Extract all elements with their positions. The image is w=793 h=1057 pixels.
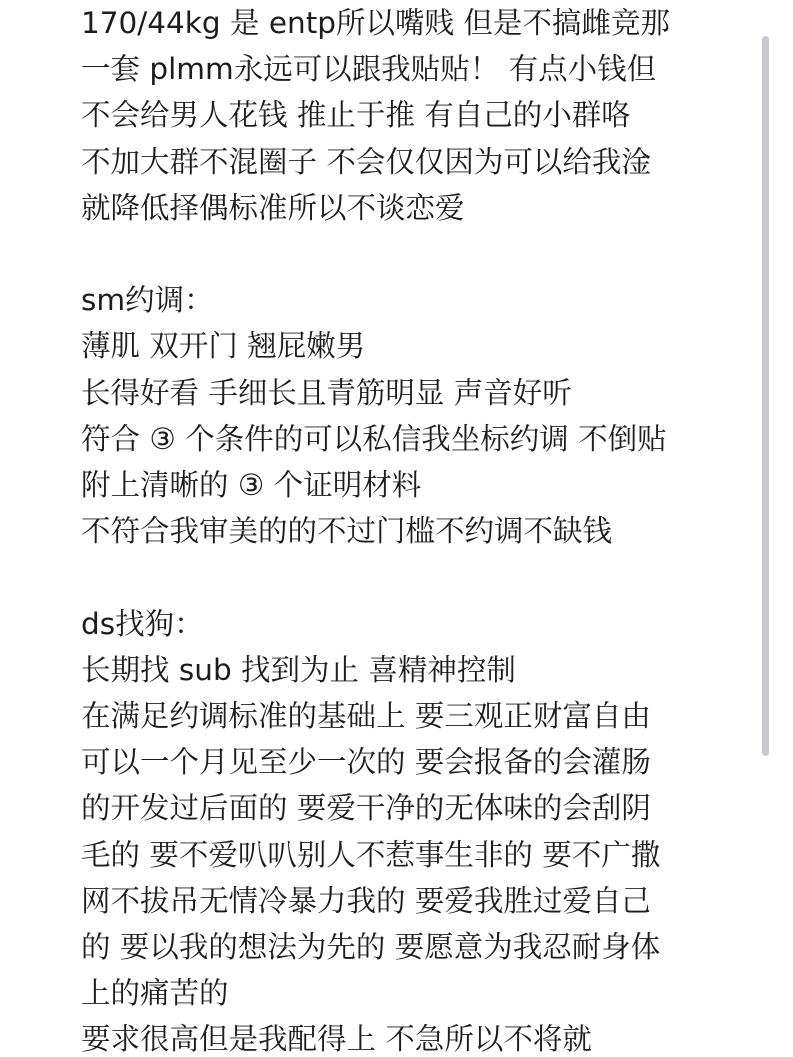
note-line: 不会给男人花钱 推止于推 有自己的小群咯 xyxy=(81,98,631,133)
note-line: 符合 ③ 个条件的可以私信我坐标约调 不倒贴 xyxy=(81,421,667,456)
scrollbar-thumb[interactable] xyxy=(762,36,769,756)
note-line xyxy=(81,554,761,600)
note-line: 就降低择偶标准所以不谈恋爱 xyxy=(81,190,465,225)
note-line: 上的痛苦的 xyxy=(81,976,229,1011)
note-line: 的 要以我的想法为先的 要愿意为我忍耐身体 xyxy=(81,930,661,965)
note-line: 一套 plmm永远可以跟我贴贴！ 有点小钱但 xyxy=(81,52,657,87)
note-line: 的开发过后面的 要爱干净的无体味的会刮阴 xyxy=(81,791,651,826)
note-text-body[interactable] xyxy=(81,0,761,1057)
note-line: 要求很高但是我配得上 不急所以不将就 xyxy=(81,1022,592,1057)
note-line: 薄肌 双开门 翘屁嫩男 xyxy=(81,329,366,364)
note-line: sm约调： xyxy=(81,283,214,318)
note-line: 网不拔吊无情冷暴力我的 要爱我胜过爱自己 xyxy=(81,883,651,918)
note-line: 长得好看 手细长且青筋明显 声音好听 xyxy=(81,375,572,410)
note-line: 可以一个月见至少一次的 要会报备的会灌肠 xyxy=(81,745,651,780)
note-line: 不加大群不混圈子 不会仅仅因为可以给我淦 xyxy=(81,144,651,179)
note-line: 在满足约调标准的基础上 要三观正财富自由 xyxy=(81,699,651,734)
note-line: ds找狗： xyxy=(81,606,204,641)
note-line: 毛的 要不爱叭叭别人不惹事生非的 要不广撒 xyxy=(81,837,661,872)
note-line xyxy=(81,231,761,277)
scrollbar[interactable] xyxy=(762,30,769,830)
note-line: 长期找 sub 找到为止 喜精神控制 xyxy=(81,652,516,687)
note-line: 170/44kg 是 entp所以嘴贱 但是不搞雌竞那 xyxy=(81,6,670,40)
note-line: 附上清晰的 ③ 个证明材料 xyxy=(81,468,422,503)
note-line: 不符合我审美的的不过门槛不约调不缺钱 xyxy=(81,514,613,549)
